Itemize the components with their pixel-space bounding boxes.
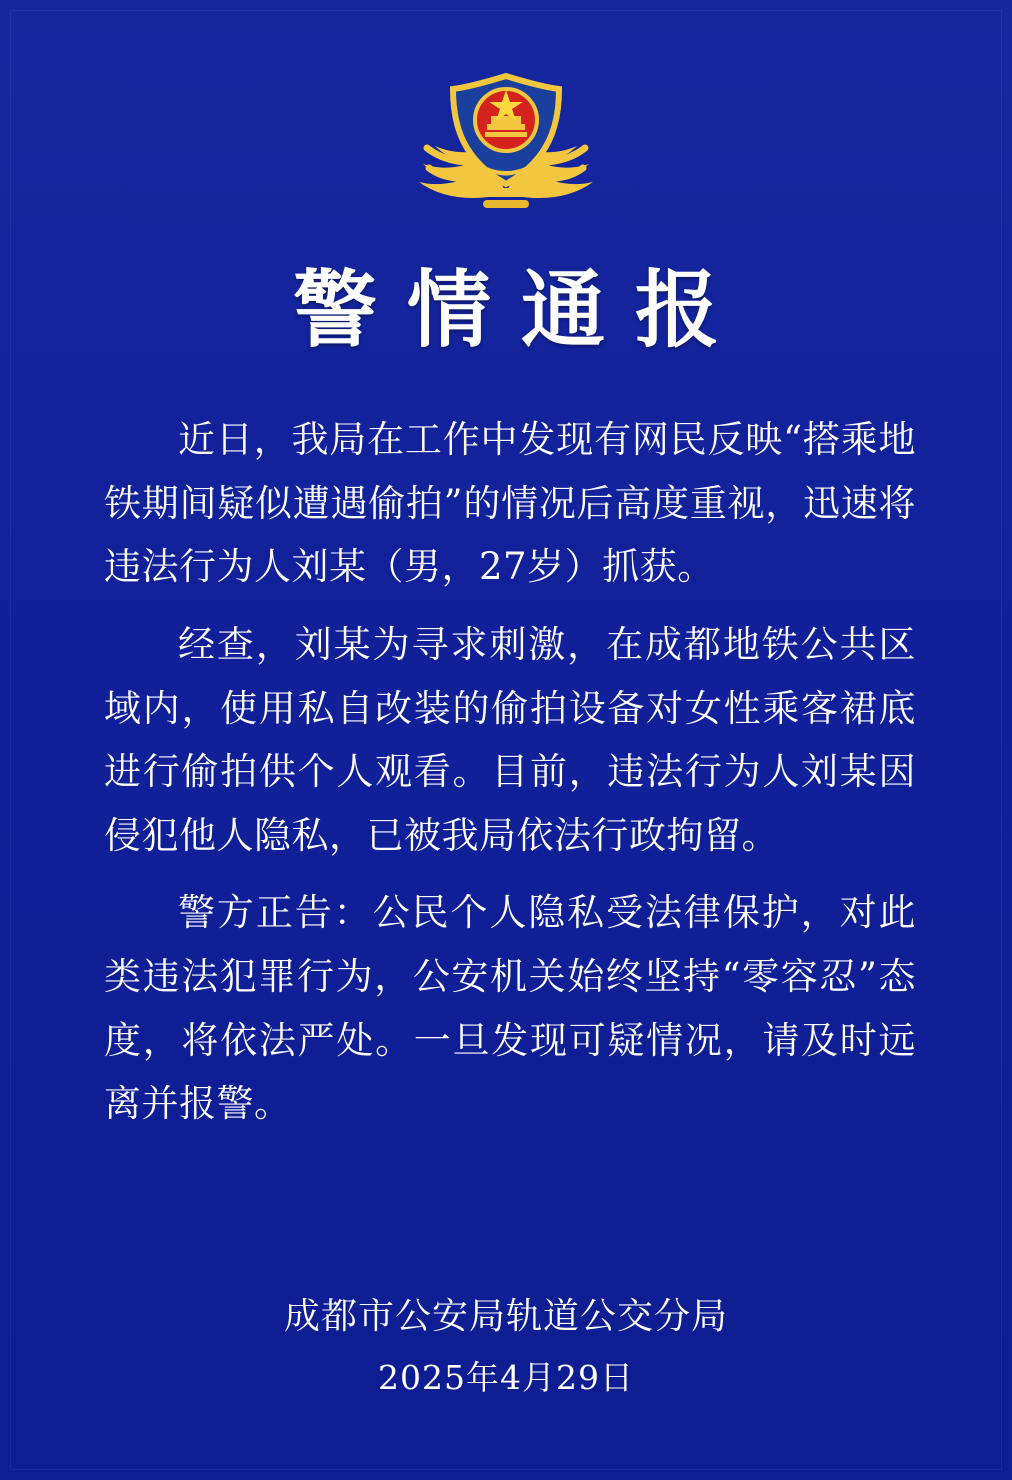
emblem-container [0, 62, 1012, 242]
china-police-badge-icon [401, 62, 611, 242]
issuing-organization: 成都市公安局轨道公交分局 [283, 1296, 728, 1337]
notice-paragraph-2: 经查，刘某为寻求刺激，在成都地铁公共区域内，使用私自改装的偷拍设备对女性乘客裙底进行偷拍供个人观看。目前，违法行为人刘某因侵犯他人隐私，已被我局依法行政拘留。 [104, 622, 916, 857]
page-title: 警情通报 [292, 260, 749, 359]
notice-paragraph-3: 警方正告：公民个人隐私受法律保护，对此类违法犯罪行为，公安机关始终坚持“零容忍”态度，将依法严处。一旦发现可疑情况，请及时远离并报警。 [104, 891, 916, 1126]
notice-paragraph-1: 近日，我局在工作中发现有网民反映“搭乘地铁期间疑似遭遇偷拍”的情况后高度重视，迅速将违法行为人刘某（男，27岁）抓获。 [104, 418, 916, 589]
issue-date: 2025年4月29日 [378, 1358, 634, 1397]
notice-body [104, 408, 916, 1150]
